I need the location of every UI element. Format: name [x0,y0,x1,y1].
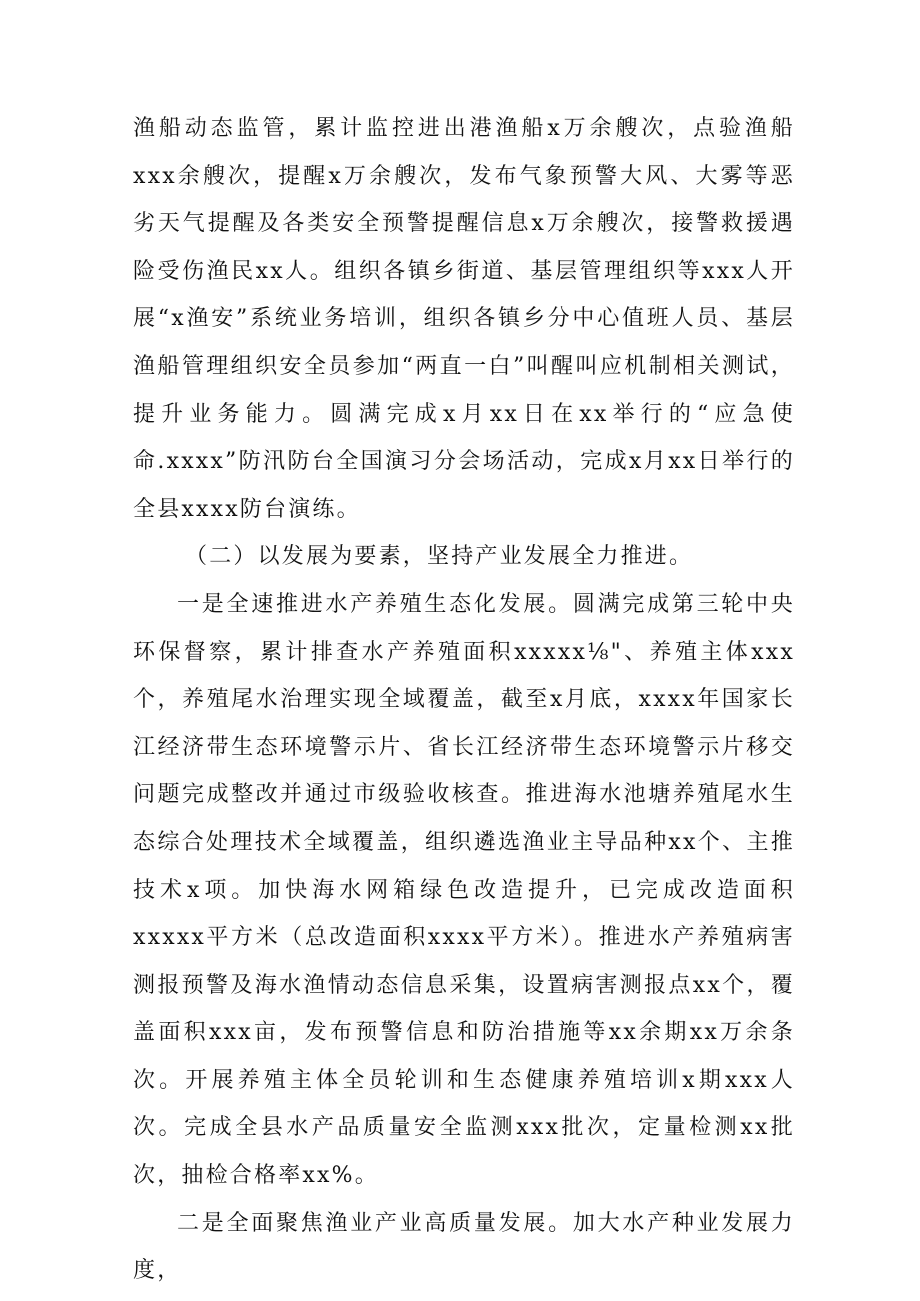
paragraph-fishery-industry: 二是全面聚焦渔业产业高质量发展。加大水产种业发展力度， [133,1210,795,1284]
section-heading-development: （二）以发展为要素，坚持产业发展全力推进。 [185,544,694,570]
document-body [133,105,795,1295]
paragraph-fishing-boat-supervision: 渔船动态监管，累计监控进出港渔船x万余艘次，点验渔船xxx余艘次，提醒x万余艘次，发布气象预警大风、大雾等恶劣天气提醒及各类安全预警提醒信息x万余艘次，接警救援遇险受伤渔民xx人。组织各镇乡街道、基层管理组织等xxx人开展“x渔安”系统业务培训，组织各镇乡分中心值班人员、基层渔船管理组织安全员参加“两直一白”叫醒叫应机制相关测试，提升业务能力。圆满完成x月xx日在xx举行的“应急使命.xxxx”防汛防台全国演习分会场活动，完成x月xx日举行的全县xxxx防台演练。 [133,116,795,522]
paragraph-aquaculture-ecology: 一是全速推进水产养殖生态化发展。圆满完成第三轮中央环保督察，累计排查水产养殖面积xxxxx⅛"、养殖主体xxx个，养殖尾水治理实现全域覆盖，截至x月底，xxxx年国家长江经济带生态环境警示片、省长江经济带生态环境警示片移交问题完成整改并通过市级验收核查。推进海水池塘养殖尾水生态综合处理技术全域覆盖，组织遴选渔业主导品种xx个、主推技术x项。加快海水网箱绿色改造提升，已完成改造面积xxxxx平方米（总改造面积xxxx平方米）。推进水产养殖病害测报预警及海水渔情动态信息采集，设置病害测报点xx个，覆盖面积xxx亩，发布预警信息和防治措施等xx余期xx万余条次。开展养殖主体全员轮训和生态健康养殖培训x期xxx人次。完成全县水产品质量安全监测xxx批次，定量检测xx批次，抽检合格率xx%。 [133,591,795,1189]
